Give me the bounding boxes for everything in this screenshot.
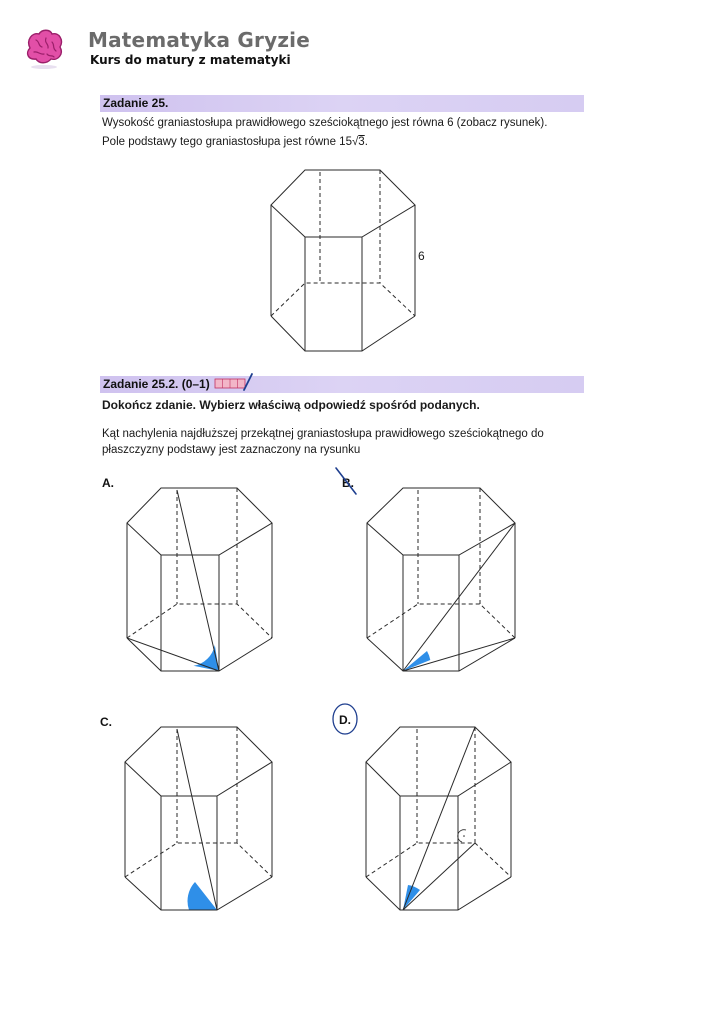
task-25-2-question-line-1: Kąt nachylenia najdłuższej przekątnej graniastosłupa prawidłowego sześciokątnego do [102, 428, 544, 440]
task-25-2-heading: Zadanie 25.2. (0–1) [103, 377, 210, 391]
option-b-label[interactable]: B. [342, 476, 354, 490]
option-d-label[interactable]: D. [339, 713, 351, 727]
task-25-2-instruction: Dokończ zdanie. Wybierz właściwą odpowiedź spośród podanych. [102, 398, 480, 412]
height-label: 6 [418, 249, 425, 263]
brand-subtitle: Kurs do matury z matematyki [90, 53, 291, 67]
option-c-label[interactable]: C. [100, 715, 112, 729]
sqrt-sign: √ [351, 136, 359, 148]
task-25-line-1: Wysokość graniastosłupa prawidłowego sześciokątnego jest równa 6 (zobacz rysunek). [102, 117, 548, 129]
task-25-heading: Zadanie 25. [103, 96, 169, 110]
option-c-figure[interactable] [125, 727, 272, 910]
task-25-2-question-line-2: płaszczyzny podstawy jest zaznaczony na rysunku [102, 444, 361, 456]
option-d-figure[interactable] [366, 727, 511, 910]
option-a-label[interactable]: A. [102, 476, 114, 490]
brand-title: Matematyka Gryzie [88, 28, 310, 52]
pen-strike-mark [336, 468, 356, 494]
option-b-figure[interactable] [367, 488, 515, 671]
task-25-line-2-prefix: Pole podstawy tego graniastosłupa jest równe 15 [102, 136, 352, 148]
hexagonal-prism-figure [271, 170, 415, 351]
task-25-line-2-suffix: . [364, 136, 368, 148]
option-a-figure[interactable] [127, 488, 272, 671]
answer-circle-mark [333, 704, 357, 734]
task-25-radicand: 3 [358, 136, 365, 148]
